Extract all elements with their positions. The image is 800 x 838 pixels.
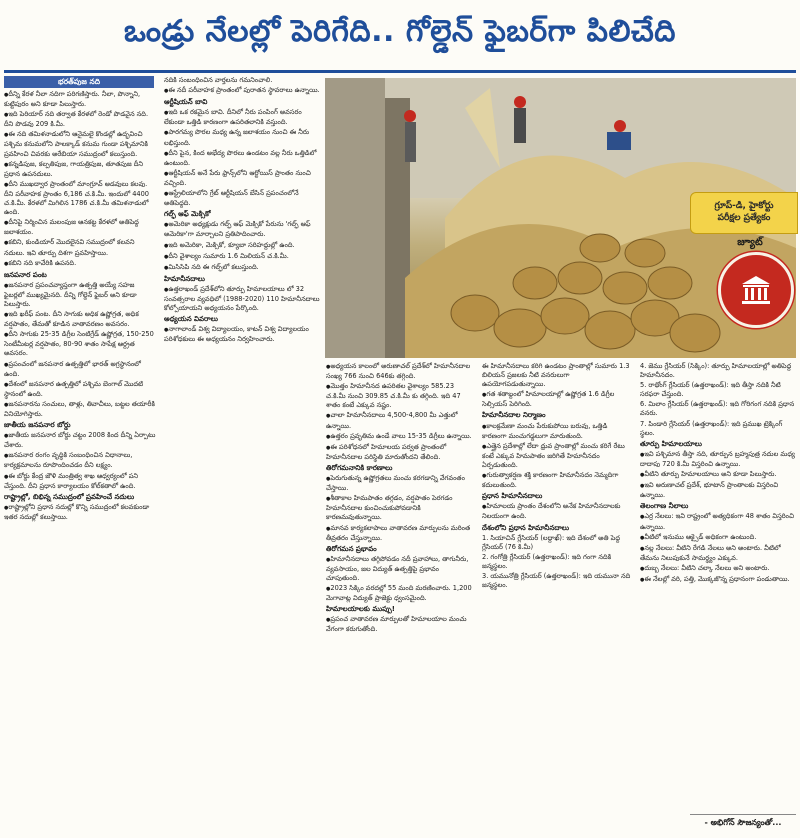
col2-para: ● ఈ నదీ పరీవాహక ప్రాంతంలో పురాతన స్థావరాలు ఉన్నాయి. [164,86,320,96]
col5-para: 4. జెము గ్లేసియర్ (సిక్కిం): తూర్పు హిమాలయాల్లో అతిపెద్ద హిమానీనదం. [640,362,792,380]
section-byline: భరత్‌పుజ నది [4,76,154,88]
badge-topic: జ్యూట్ [737,237,763,248]
exam-special-badge [690,192,796,352]
col4-para: 3. యమునోత్రి గ్లేసియర్ (ఉత్తరాఖండ్): ఇది యమునా నది జన్మస్థలం. [482,571,631,590]
col2-para: ● ఆర్టీషియన్ అనే పేరు ఫ్రాన్స్‌లోని ఆర్టోయిస్ ప్రాంతం నుంచి వచ్చింది. [164,169,320,188]
col1-para: ● ఇది పెరియార్ నది తర్వాత కేరళలో రెండో పొడవైన నది. దీని పొడవు 209 కి.మీ. [4,110,156,129]
col4-para: 1. సియాచిన్ గ్లేసియర్ (లద్దాఖ్): ఇది దేశంలో అతి పెద్ద గ్లేసియర్ (76 కి.మీ) [482,533,620,551]
col1-para: ● దీని సాగుకు 25-35 డిగ్రీల సెంటిగ్రేడ్ ఉష్ణోగ్రత, 150-250 సెంటీమీటర్ల వర్షపాతం, 80-90 శాతం సాపేక్ష ఆర్ద్రత అవసరం. [4,330,156,358]
column-2 [164,76,320,834]
col1-subheading: రాష్ట్రాల్లో, బిభిన్న సముద్రంలో ప్రవహించే నదులు [4,492,135,501]
col1-para: ● జనపనార రంగం వృద్ధికి సంబంధించిన విధానాలు, కార్యక్రమాలను రూపొందించడం దీని లక్ష్యం. [4,451,156,470]
col3-para: ● చాలా హిమానీనదాలు 4,500-4,800 మీ ఎత్తులో ఉన్నాయి. [326,411,474,430]
col4-para: ● హిమాలయ ప్రాంతం దేశంలోని అనేక హిమానీనదాలకు నిలయంగా ఉంది. [482,502,632,521]
col1-para: ● జనపనారను సంచులు, తాళ్లు, తివాచీలు, బట్టల తయారీకి వినియోగిస్తారు. [4,400,156,419]
col4-para: ● ఎత్తైన ప్రదేశాల్లో లేదా ధ్రువ ప్రాంతాల్లో మంచు కరిగే రేటు కంటే ఎక్కువ హిమపాతం జరిగితే హిమానీనదం ఏర్పడుతుంది. [482,442,632,470]
col3-para: ● ఈ పరిశోధనలో హిమాలయ పర్వత ప్రాంతంలో హిమానీనదాల పరిస్థితి మారుతోందని తేలింది. [326,443,474,462]
col2-para: ● నాగాలాండ్ విశ్వ విద్యాలయం, కాటన్ విశ్వ విద్యాలయం పరిశోధకులు ఈ అధ్యయనం నిర్వహించారు. [164,325,320,344]
col3-para: ● ప్రపంచ వాతావరణ మార్పులతో హిమాలయాల మంచు వేగంగా కరుగుతోంది. [326,615,474,634]
col1-para: ● కబిని నది కావేరికి ఉపనది. [4,259,156,269]
col1-para: ● రాష్ట్రాల్లోని ప్రధాన నదుల్లో కొన్ని సముద్రంలో కలవకుండా ఇతర నదుల్లో కలుస్తాయి. [4,503,156,522]
col3-para: ● ఉత్తరం ప్రవృతిమ ఉండే వాలు 15-35 డిగ్రీలు ఉన్నాయి. [326,432,474,442]
col4-para: 2. గంగోత్రి గ్లేసియర్ (ఉత్తరాఖండ్): ఇది గంగా నదికి జన్మస్థలం. [482,552,612,570]
col5-para: ● ఈ నేలల్లో వరి, పత్తి, మొక్కజొన్న ప్రధానంగా పండుతాయి. [640,575,796,585]
col1-para: ● ప్రపంచంలో జనపనార ఉత్పత్తిలో భారత్ అగ్రస్థానంలో ఉంది. [4,360,156,379]
column-4 [482,362,632,834]
col1-para: ● కబిని, కుండియార్ మొదలైనవి సముద్రంలో కలవని నదులు. ఇవి తూర్పు దిశగా ప్రవహిస్తాయి. [4,238,156,257]
col3-para: ● మానవ కార్యకలాపాలు వాతావరణ మార్పులను మరింత తీవ్రతరం చేస్తున్నాయి. [326,524,474,543]
col5-para: ● ఎర్ర నేలలు: ఇవి రాష్ట్రంలో అత్యధికంగా 48 శాతం విస్తరించి ఉన్నాయి. [640,512,796,531]
col2-para: నదికి సంబంధించిన వార్తలను గమనించాలి. [164,76,273,84]
col2-para: ● దీని వైశాల్యం సుమారు 1.6 మిలియన్ చ.కి.మీ. [164,252,320,262]
headline-rule [4,70,796,73]
col1-para: ● దీన్ని కేరళ నీలా నదిగా పరిగణిస్తారు. నీలా, పొన్నాని, కుట్టిపురం అని కూడా పిలుస్తారు. [4,90,156,109]
col4-para: ఈ హిమానీనదాలు కరిగి ఉండటం ప్రాంతాల్లో సుమారు 1.3 బిలియన్ ప్రజలకు నీటి వనరులుగా ఉపయోగపడుతున్నాయి. [482,362,630,389]
col1-para: ● దీని ముఖద్వార ప్రాంతంలో మాంగ్రూవ్ అడవులు కలవు. దీని పరీవాహక ప్రాంతం 6,186 చ.కి.మీ. ఇందులో 4400 చ.కి.మీ. కేరళలో మిగిలిన 1786 చ.కి.మీ తమిళనాడులో ఉంది. [4,180,156,217]
col3-para: ● మొత్తం హిమానీనద ఉపరితల వైశాల్యం 585.23 చ.కి.మీ నుంచి 309.85 చ.కి.మీ కు తగ్గింది. ఇది 47 శాతం కంటే ఎక్కువ నష్టం. [326,382,474,410]
col1-para: ● కన్నడిపుజ, కల్పతిపుజ, గాయత్రిపుజ, తూతపుజ దీని ప్రధాన ఉపనదులు. [4,160,156,179]
col4-subheading: దేశంలోని ప్రధాన హిమానీనదాలు [482,523,570,532]
col3-para: ● హిమానీనదాలు తగ్గిపోవడం నదీ ప్రవాహాలు, తాగునీరు, వ్యవసాయం, జల విద్యుత్ ఉత్పత్తిపై ప్రభావం చూపుతుంది. [326,555,474,583]
col4-para: ● కాలక్రమేణా మంచు పేరుకుపోయి బరువు, ఒత్తిడి కారణంగా మంచుగడ్డలుగా మారుతుంది. [482,422,632,441]
col1-para: ● దేశంలో జనపనార ఉత్పత్తిలో పశ్చిమ బెంగాల్ మొదటి స్థానంలో ఉంది. [4,380,156,399]
col5-para: ● వీటిని తూర్పు హిమాలయాలు అని కూడా పిలుస్తారు. [640,470,796,480]
credit-footer: - అభిగోన్ సౌజన్యంతో... [690,814,796,831]
col1-para: ● జనపనార ప్రపంచవ్యాప్తంగా ఉత్పత్తి అయ్యే సహజ ఫైబర్లలో ముఖ్యమైనది. దీన్ని గోల్డెన్ ఫైబర్ అని కూడా పిలుస్తారు. [4,281,156,309]
col2-para: ● ఆస్ట్రేలియాలోని గ్రేట్ ఆర్టీషియన్ బేసిన్ ప్రపంచంలోనే అతిపెద్దది. [164,189,320,208]
col1-subheading: జనపనార పంట [4,270,47,279]
building-icon [718,252,794,328]
badge-line1: గ్రూప్-డి, హైకోర్టు [714,201,774,211]
badge-ribbon [690,192,798,234]
col3-para: ● పెరుగుతున్న ఉష్ణోగ్రతలు మంచు కరగడాన్ని వేగవంతం చేస్తాయి. [326,474,474,493]
col4-subheading: ప్రధాన హిమానీనదాలు [482,492,543,501]
col2-para: ● దీని పైన, కింద అభేద్య పొరలు ఉండటం వల్ల నీరు ఒత్తిడిలో ఉంటుంది. [164,149,320,168]
col5-para: 6. మిలాం గ్లేసియర్ (ఉత్తరాఖండ్): ఇది గోరిగంగ నదికి ప్రధాన వనరు. [640,400,795,418]
headline-banner [0,0,800,70]
col5-para: ● ఇవి అరుణాచల్ ప్రదేశ్, భూటాన్ ప్రాంతాలకు విస్తరించి ఉన్నాయి. [640,481,796,500]
col2-para: ● ఇది ఒక రకమైన బావి. దీనిలో నీరు పంపింగ్ అవసరం లేకుండా ఒత్తిడి కారణంగా ఉపరితలానికి వస్తుంది. [164,108,320,127]
col3-subheading: తిరోగమనానికి కారణాలు [326,463,393,472]
col2-subheading: ఆర్టీషియన్ బావి [164,98,208,107]
col4-para: ● గురుత్వాకర్షణ శక్తి కారణంగా హిమానీనదం నెమ్మదిగా కదులుతుంది. [482,471,632,490]
col2-subheading: గల్ఫ్ ఆఫ్ మెక్సికో [164,210,211,219]
col1-para: ● జాతీయ జనపనార బోర్డు చట్టం 2008 కింద దీన్ని ఏర్పాటు చేశారు. [4,431,156,450]
col5-para: ● వీటిలో ఇనుము ఆక్సైడ్ అధికంగా ఉంటుంది. [640,533,796,543]
column-3 [326,362,474,834]
col2-para: ● ఇది అమెరికా, మెక్సికో, క్యూబా సరిహద్దుల్లో ఉంది. [164,241,320,251]
col2-subheading: అధ్యయన వివరాలు [164,315,218,324]
column-5 [640,362,796,810]
col5-para: ● నల్ల నేలలు: వీటిని రేగడి నేలలు అని అంటారు. వీటిలో తేమను నిలుపుకునే సామర్థ్యం ఎక్కువ. [640,544,796,563]
col3-subheading: హిమాలయాలకు ముప్పు! [326,605,395,614]
col3-para: ● 2023 సిక్కిం వరదల్లో 55 మంది మరణించారు. 1,200 మెగావాట్ల విద్యుత్ ప్రాజెక్టు ధ్వంసమైంది. [326,584,474,603]
col5-para: 5. రాథోంగ్ గ్లేసియర్ (ఉత్తరాఖండ్): ఇది తీస్తా నదికి నీటి సరఫరా చేస్తుంది. [640,381,781,399]
col5-subheading: తూర్పు హిమాలయాలు [640,439,702,448]
col4-para: ● గత శతాబ్దంలో హిమాలయాల్లో ఉష్ణోగ్రత 1.6 డిగ్రీల సెల్సియస్ పెరిగింది. [482,390,632,409]
col3-subheading: తిరోగమన ప్రభావం [326,544,377,553]
col2-para: ● ఉత్తరాఖండ్ ప్రదేశ్‌లోని తూర్పు హిమాలయాలు లో 32 సంవత్సరాల వ్యవధిలో (1988-2020) 110 హిమానీనదాలు కోల్పోయాయని అధ్యయనం పేర్కొంది. [164,285,320,313]
col3-para: ● అధ్యయన కాలంలో అరుణాచల్ ప్రదేశ్‌లో హిమానీనదాల సంఖ్య 766 నుంచి 646కు తగ్గింది. [326,362,474,381]
column-1 [4,90,156,834]
col5-para: ● ఇవి పశ్చిమాన తీస్తా నది, తూర్పున బ్రహ్మపుత్ర నదుల మధ్య దాదాపు 720 కి.మీ విస్తరించి ఉన్నాయి. [640,450,796,469]
col5-para: 7. పిండారి గ్లేసియర్ (ఉత్తరాఖండ్): ఇది ప్రముఖ ట్రెక్కింగ్ స్థలం. [640,419,783,437]
col5-subheading: తెలంగాణ నీలాలు [640,502,689,511]
col2-para: ● పారగమ్య పొరల మధ్య ఉన్న జలాశయం నుంచి ఈ నీరు లభిస్తుంది. [164,128,320,147]
col2-para: ● మిసిసిపి నది ఈ గల్ఫ్‌లో కలుస్తుంది. [164,263,320,273]
col1-subheading: జాతీయ జనపనార బోర్డు [4,421,71,430]
headline-text: ఒండ్రు నేలల్లో పెరిగేది.. గోల్డెన్ ఫైబర్‌గా పిలిచేది [124,14,676,49]
col3-para: ● శీతాకాల హిమపాతం తగ్గడం, వర్షపాతం పెరగడం హిమానీనదాల కుంచించుకుపోవడానికి కారణమవుతున్నాయి. [326,494,474,522]
col1-para: ● దీనిపై నిర్మించిన మలంపుజ ఆనకట్ట కేరళలో అతిపెద్ద జలాశయం. [4,218,156,237]
col1-para: ● ఇది ఖరీఫ్ పంట. దీని సాగుకు అధిక ఉష్ణోగ్రత, అధిక వర్షపాతం, తేమతో కూడిన వాతావరణం అవసరం. [4,310,156,329]
col2-subheading: హిమానీనదాలు [164,274,205,283]
col1-para: ● ఈ నది తమిళనాడులోని ఆనైమలై కొండల్లో ఉద్భవించి పశ్చిమ కనుమలోని పాలక్కాడ్ కనుమ గుండా పశ్చిమానికి ప్రవహించి చివరకు అరేబియా సముద్రంలో కలుస్తుంది. [4,130,156,158]
col1-para: ● ఈ బోర్డు కేంద్ర జౌళి మంత్రిత్వ శాఖ ఆధ్వర్యంలో పని చేస్తుంది. దీని ప్రధాన కార్యాలయం కోల్‌కతాలో ఉంది. [4,472,156,491]
badge-line2: పరీక్షల ప్రత్యేకం [717,213,771,223]
col2-para: ● అమెరికా అధ్యక్షుడు గల్ఫ్ ఆఫ్ మెక్సికో పేరును 'గల్ఫ్ ఆఫ్ అమెరికా'గా మార్చాలని ప్రతిపాదించారు. [164,220,320,239]
col4-subheading: హిమానీనదాల నిర్మాణం [482,411,546,420]
col5-para: ● దుబ్బ నేలలు: వీటిని చల్కా నేలలు అని అంటారు. [640,564,796,574]
